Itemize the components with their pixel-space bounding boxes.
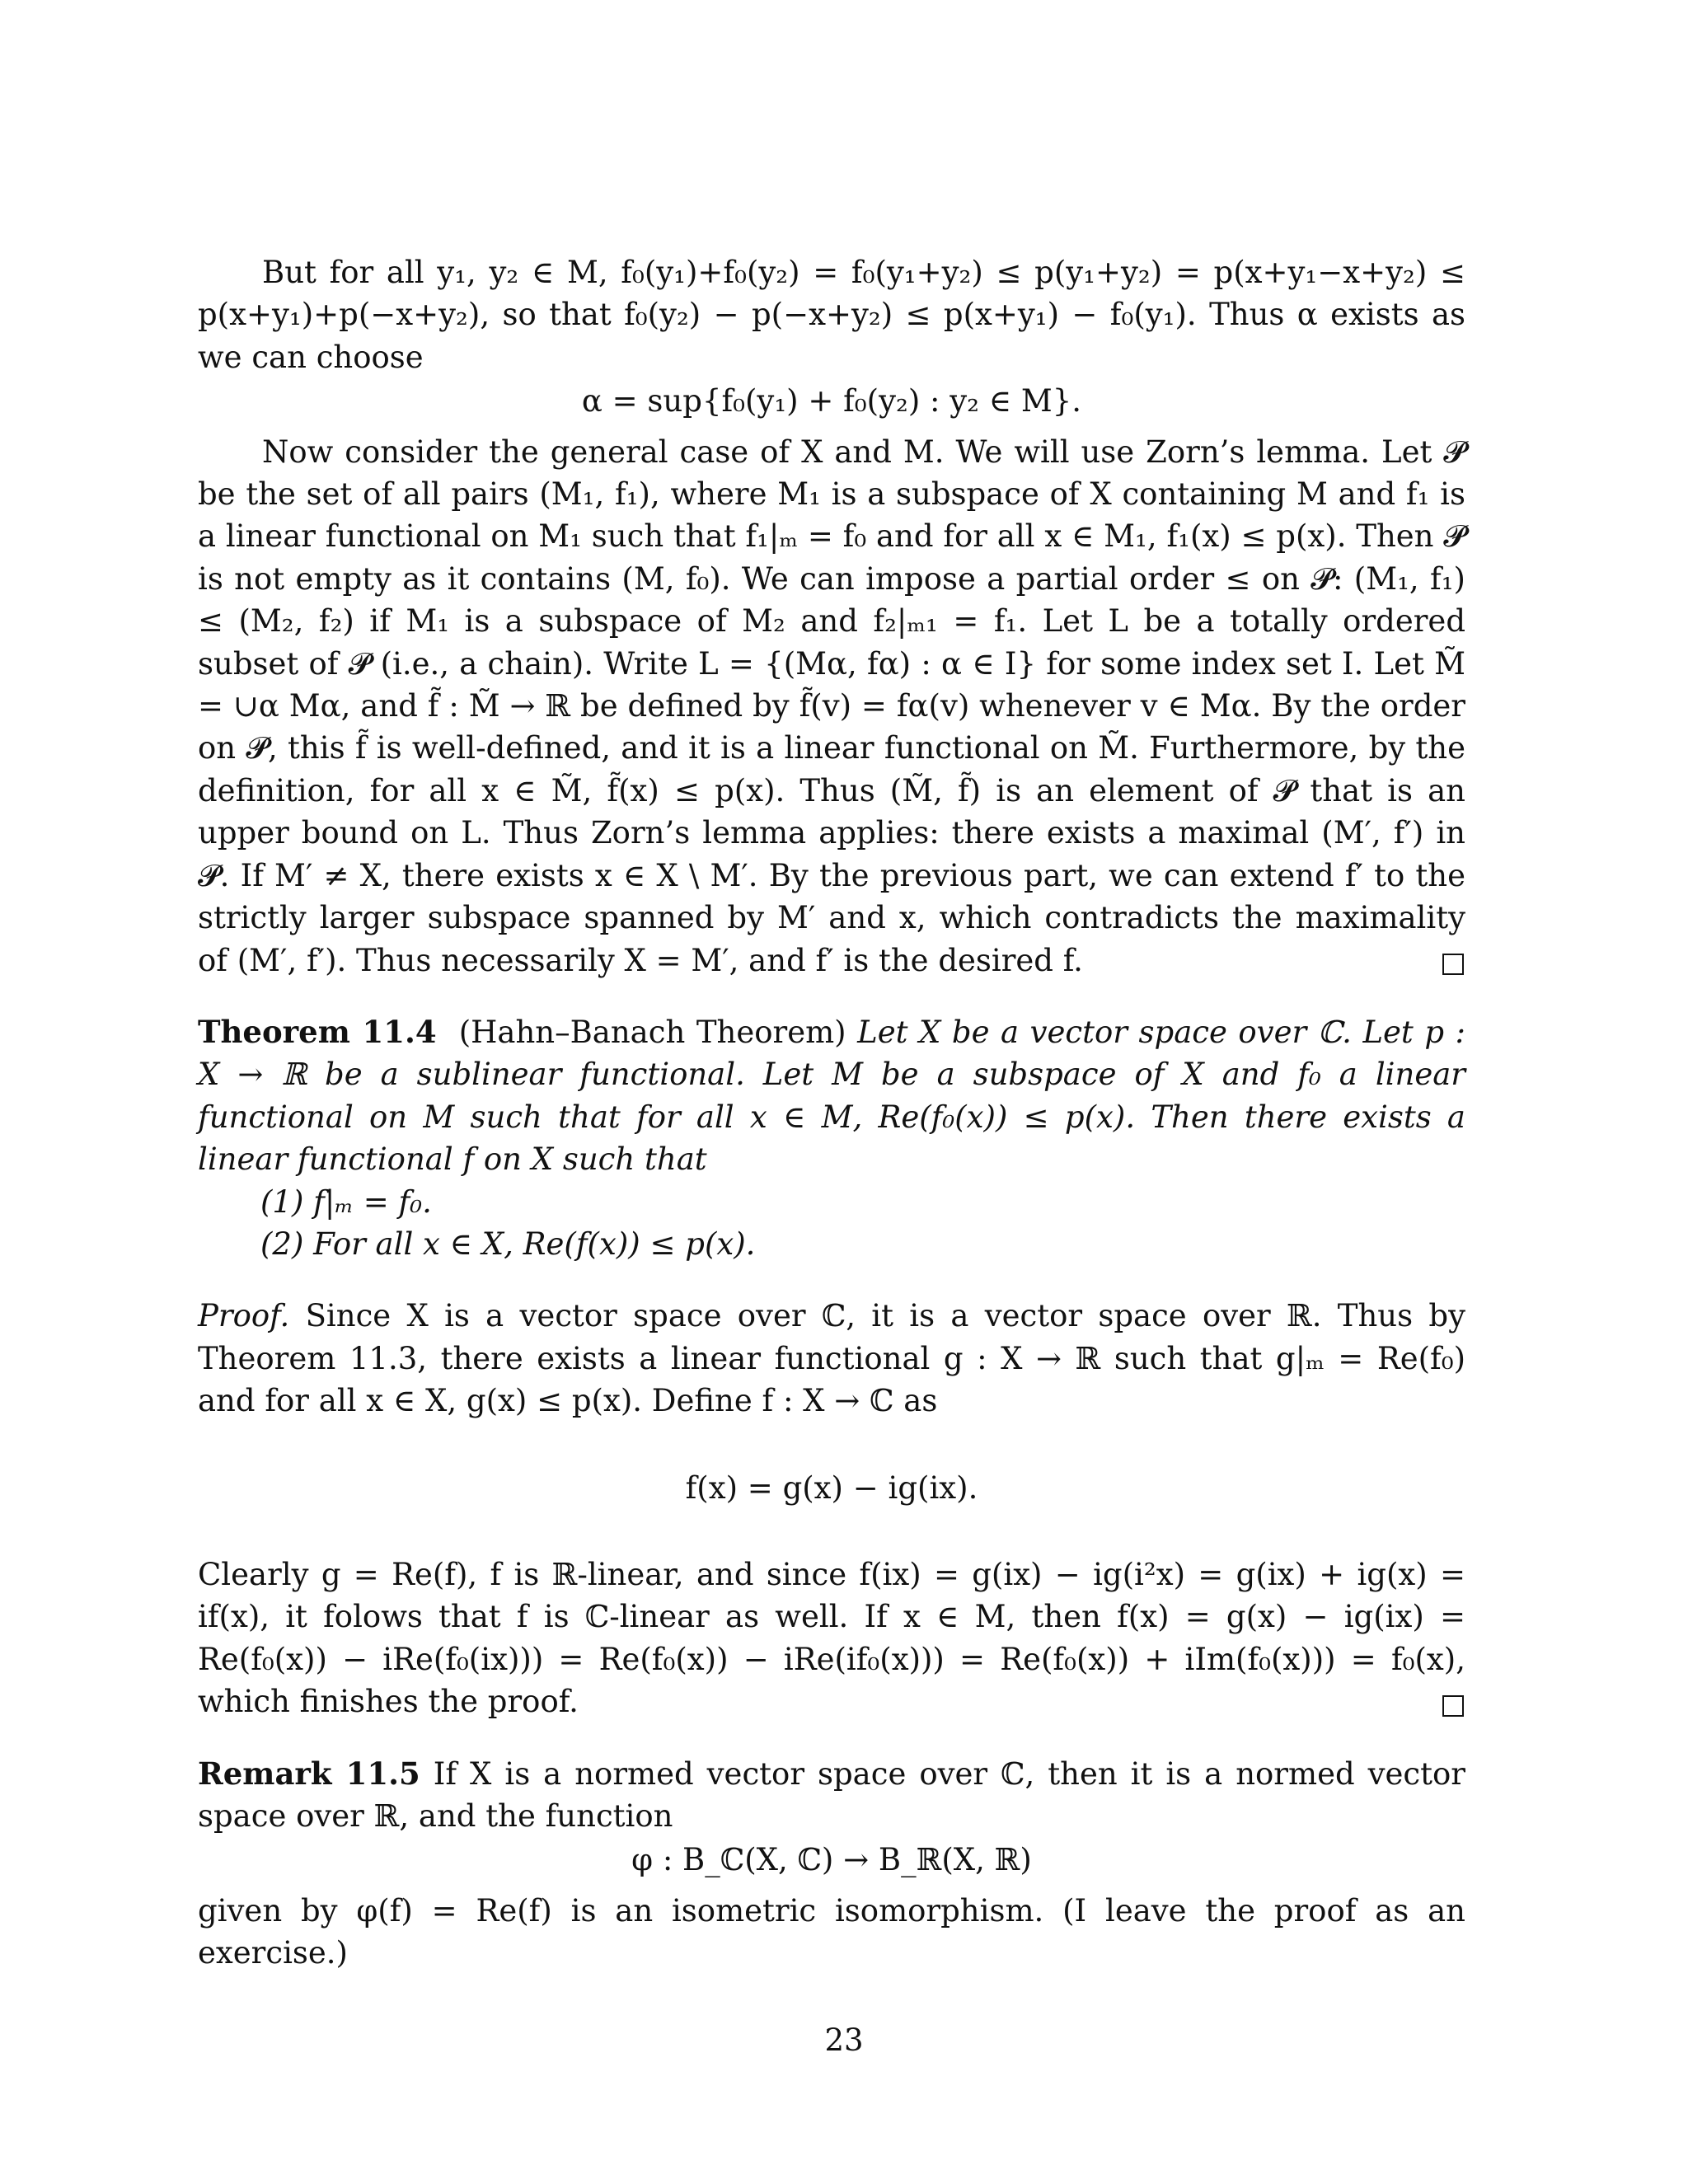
theorem-item-1: (1) f|ₘ = f₀.: [260, 1183, 432, 1220]
paragraph-zorn-text: Now consider the general case of X and M. We will use Zorn’s lemma. Let 𝓟 be the set of all pairs (M₁, f₁), where M₁ is a subspace of X containing M and f₁ is a linear functional on M₁ such that f₁|ₘ = f₀ and for all x ∈ M₁, f₁(x) ≤ p(x). Then 𝓟 is not empty as it contains (M, f₀). We can impose a partial order ≤ on 𝓟: (M₁, f₁) ≤ (M₂, f₂) if M₁ is a subspace of M₂ and f₂|ₘ₁ = f₁. Let L be a totally ordered subset of 𝓟 (i.e., a chain). Write L = {(Mα, fα) : α ∈ I} for some index set I. Let M̃ = ∪α Mα, and f̃ : M̃ → ℝ be defined by f̃(v) = fα(v) whenever v ∈ Mα. By the order on 𝓟, this f̃ is well-defined, and it is a linear functional on M̃. Furthermore, by the definition, for all x ∈ M̃, f̃(x) ≤ p(x). Thus (M̃, f̃) is an element of 𝓟 that is an upper bound on L. Thus Zorn’s lemma applies: there exists a maximal (M′, f′) in 𝓟. If M′ ≠ X, there exists x ∈ X \ M′. By the previous part, we can extend f′ to the strictly larger subspace spanned by M′ and x, which contradicts the maximality of (M′, f′). Thus necessarily X = M′, and f′ is the desired f.: [198, 434, 1465, 978]
proof-text: Since X is a vector space over ℂ, it is a vector space over ℝ. Thus by Theorem 11.3, there exists a linear functional g : X → ℝ such that g|ₘ = Re(f₀) and for all x ∈ X, g(x) ≤ p(x). Define f : X → ℂ as: [198, 1298, 1465, 1419]
qed-square-icon: [1442, 954, 1464, 975]
theorem-item-2: (2) For all x ∈ X, Re(f(x)) ≤ p(x).: [260, 1226, 756, 1262]
page-number: 23: [824, 2022, 864, 2058]
paragraph-linearity-text: Clearly g = Re(f), f is ℝ-linear, and since f(ix) = g(ix) − ig(i²x) = g(ix) + ig(x) = if(x), it folows that f is ℂ-linear as well. If x ∈ M, then f(x) = g(x) − ig(ix) = Re(f₀(x)) − iRe(f₀(ix))) = Re(f₀(x)) − iRe(if₀(x))) = Re(f₀(x)) + iIm(f₀(x))) = f₀(x), which finishes the proof.: [198, 1556, 1465, 1720]
paragraph-zorn-argument: [198, 431, 1465, 982]
text-column: [198, 251, 1465, 1975]
paragraph-isometric: given by φ(f) = Re(f) is an isometric isomorphism. (I leave the proof as an exercise.): [198, 1892, 1465, 1971]
theorem-label: Theorem 11.4: [198, 1013, 437, 1050]
theorem-11-4: [198, 1011, 1465, 1181]
equation-f-definition: f(x) = g(x) − ig(ix).: [685, 1469, 978, 1506]
paragraph-linearity: [198, 1554, 1465, 1723]
remark-11-5: [198, 1753, 1465, 1838]
proof-paragraph: [198, 1295, 1465, 1422]
equation-alpha-sup: α = sup{f₀(y₁) + f₀(y₂) : y₂ ∈ M}.: [581, 383, 1082, 419]
theorem-name: (Hahn–Banach Theorem): [458, 1014, 846, 1050]
remark-text: If X is a normed vector space over ℂ, then it is a normed vector space over ℝ, and the function: [198, 1755, 1465, 1834]
remark-label: Remark 11.5: [198, 1755, 420, 1792]
proof-label: Proof.: [198, 1298, 290, 1334]
paragraph-proof-continuation: But for all y₁, y₂ ∈ M, f₀(y₁)+f₀(y₂) = f₀(y₁+y₂) ≤ p(y₁+y₂) = p(x+y₁−x+y₂) ≤ p(x+y₁)+p(−x+y₂), so that f₀(y₂) − p(−x+y₂) ≤ p(x+y₁) − f₀(y₁). Thus α exists as we can choose: [198, 255, 1465, 375]
qed-square-icon: [1442, 1695, 1464, 1717]
equation-phi-map: φ : B_ℂ(X, ℂ) → B_ℝ(X, ℝ): [631, 1842, 1032, 1878]
theorem-statement: Let X be a vector space over ℂ. Let p : X → ℝ be a sublinear functional. Let M be a subspace of X and f₀ a linear functional on M such that for all x ∈ M, Re(f₀(x)) ≤ p(x). Then there exists a linear functional f on X such that: [198, 1014, 1466, 1178]
